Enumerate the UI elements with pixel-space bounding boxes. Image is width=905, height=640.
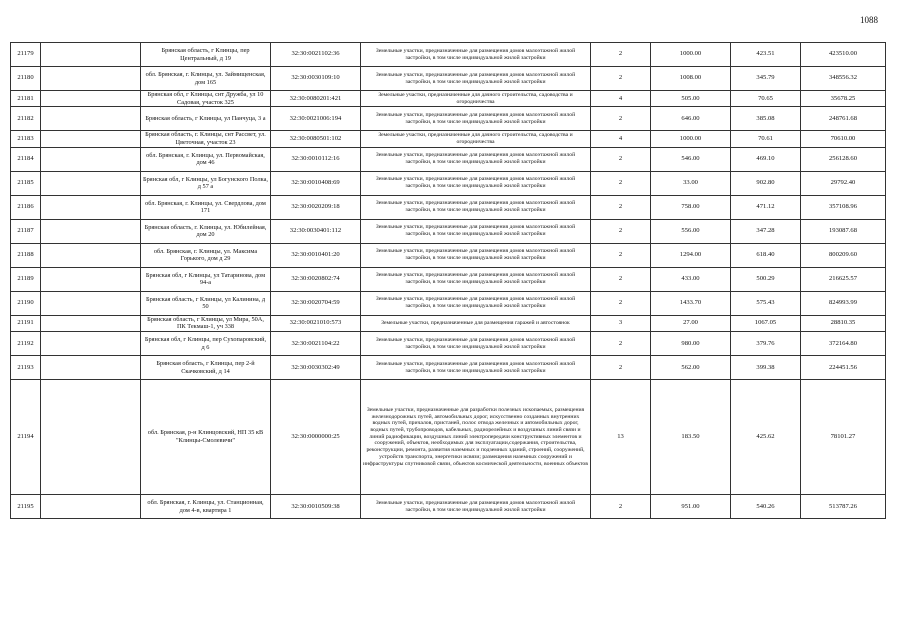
empty-cell xyxy=(41,291,141,315)
land-use-cell: Земельные участки, предназначенные для размещения домов малоэтажной жилой застройки, в том числе индивидуальной жилой застройки xyxy=(361,243,591,267)
address-cell: обл. Брянская, г. Клинцы, ул. Максима Горького, дом д 29 xyxy=(141,243,271,267)
cadastral-value-cell: 372164.80 xyxy=(801,332,886,356)
land-use-cell: Земельные участки, предназначенные для размещения домов малоэтажной жилой застройки, в том числе индивидуальной жилой застройки xyxy=(361,356,591,380)
empty-cell xyxy=(41,67,141,91)
cadastral-number-cell: 32:30:0030109:10 xyxy=(271,67,361,91)
area-cell: 33.00 xyxy=(651,171,731,195)
empty-cell xyxy=(41,43,141,67)
empty-cell xyxy=(41,195,141,219)
area-cell: 562.00 xyxy=(651,356,731,380)
cadastral-number-cell: 32:30:0021010:573 xyxy=(271,315,361,331)
specific-value-cell: 618.40 xyxy=(731,243,801,267)
specific-value-cell: 902.80 xyxy=(731,171,801,195)
land-use-cell: Земельные участки, предназначенные для размещения домов малоэтажной жилой застройки, в том числе индивидуальной жилой застройки xyxy=(361,219,591,243)
area-cell: 758.00 xyxy=(651,195,731,219)
area-cell: 556.00 xyxy=(651,219,731,243)
table-row xyxy=(11,147,886,171)
address-cell: обл. Брянская, г. Клинцы, ул. Свердлова, дом 171 xyxy=(141,195,271,219)
empty-cell xyxy=(41,131,141,147)
specific-value-cell: 70.65 xyxy=(731,91,801,107)
cadastral-number-cell: 32:30:0021104:22 xyxy=(271,332,361,356)
cadastral-number-cell: 32:30:0021006:194 xyxy=(271,107,361,131)
row-number-cell: 21192 xyxy=(11,332,41,356)
row-number-cell: 21191 xyxy=(11,315,41,331)
group-cell: 4 xyxy=(591,131,651,147)
cadastral-value-cell: 29792.40 xyxy=(801,171,886,195)
group-cell: 2 xyxy=(591,171,651,195)
table-row xyxy=(11,195,886,219)
empty-cell xyxy=(41,356,141,380)
empty-cell xyxy=(41,332,141,356)
cadastral-value-cell: 35678.25 xyxy=(801,91,886,107)
area-cell: 546.00 xyxy=(651,147,731,171)
empty-cell xyxy=(41,243,141,267)
specific-value-cell: 540.26 xyxy=(731,495,801,519)
table-row xyxy=(11,43,886,67)
area-cell: 27.00 xyxy=(651,315,731,331)
row-number-cell: 21182 xyxy=(11,107,41,131)
area-cell: 951.00 xyxy=(651,495,731,519)
group-cell: 2 xyxy=(591,243,651,267)
cadastral-number-cell: 32:30:0010401:20 xyxy=(271,243,361,267)
land-use-cell: Земельные участки, предназначенные для дачного строительства, садоводства и огородничества xyxy=(361,91,591,107)
cadastral-number-cell: 32:30:0010408:69 xyxy=(271,171,361,195)
empty-cell xyxy=(41,380,141,495)
address-cell: Брянская область, г. Клинцы, снт Рассвет, ул. Цветочная, участок 23 xyxy=(141,131,271,147)
address-cell: обл. Брянская, г. Клинцы, ул. Займищенская, дом 165 xyxy=(141,67,271,91)
specific-value-cell: 70.61 xyxy=(731,131,801,147)
cadastral-value-cell: 224451.56 xyxy=(801,356,886,380)
cadastral-value-cell: 193087.68 xyxy=(801,219,886,243)
land-use-cell: Земельные участки, предназначенные для размещения домов малоэтажной жилой застройки, в том числе индивидуальной жилой застройки xyxy=(361,67,591,91)
empty-cell xyxy=(41,315,141,331)
group-cell: 2 xyxy=(591,43,651,67)
address-cell: Брянская обл, г Клинцы, пер Сухопаровский, д 6 xyxy=(141,332,271,356)
address-cell: Брянская область, г Клинцы, пер 2-й Скачковский, д 14 xyxy=(141,356,271,380)
address-cell: Брянская обл, г Клинцы, ул Богунского Полка, д 57 а xyxy=(141,171,271,195)
row-number-cell: 21188 xyxy=(11,243,41,267)
cadastral-number-cell: 32:30:0010509:38 xyxy=(271,495,361,519)
area-cell: 1008.00 xyxy=(651,67,731,91)
cadastral-value-cell: 216625.57 xyxy=(801,267,886,291)
specific-value-cell: 345.79 xyxy=(731,67,801,91)
specific-value-cell: 399.38 xyxy=(731,356,801,380)
address-cell: обл. Брянская, г. Клинцы, ул. Станционная, дом 4-в, квартира 1 xyxy=(141,495,271,519)
table-row xyxy=(11,67,886,91)
cadastral-value-cell: 423510.00 xyxy=(801,43,886,67)
row-number-cell: 21194 xyxy=(11,380,41,495)
land-use-cell: Земельные участки, предназначенные для размещения домов малоэтажной жилой застройки, в том числе индивидуальной жилой застройки xyxy=(361,332,591,356)
area-cell: 183.50 xyxy=(651,380,731,495)
group-cell: 2 xyxy=(591,147,651,171)
land-use-cell: Земельные участки, предназначенные для размещения гаражей и автостоянок xyxy=(361,315,591,331)
cadastral-number-cell: 32:30:0000000:25 xyxy=(271,380,361,495)
specific-value-cell: 425.62 xyxy=(731,380,801,495)
group-cell: 2 xyxy=(591,195,651,219)
specific-value-cell: 423.51 xyxy=(731,43,801,67)
row-number-cell: 21184 xyxy=(11,147,41,171)
group-cell: 2 xyxy=(591,67,651,91)
group-cell: 2 xyxy=(591,267,651,291)
address-cell: Брянская обл, г Клинцы, ул Татаринова, дом 94-а xyxy=(141,267,271,291)
land-use-cell: Земельные участки, предназначенные для размещения домов малоэтажной жилой застройки, в том числе индивидуальной жилой застройки xyxy=(361,267,591,291)
empty-cell xyxy=(41,495,141,519)
cadastral-value-cell: 824993.99 xyxy=(801,291,886,315)
empty-cell xyxy=(41,171,141,195)
row-number-cell: 21195 xyxy=(11,495,41,519)
cadastral-value-cell: 513787.26 xyxy=(801,495,886,519)
land-use-cell: Земельные участки, предназначенные для размещения домов малоэтажной жилой застройки, в том числе индивидуальной жилой застройки xyxy=(361,291,591,315)
row-number-cell: 21185 xyxy=(11,171,41,195)
area-cell: 1294.00 xyxy=(651,243,731,267)
table-row xyxy=(11,107,886,131)
empty-cell xyxy=(41,267,141,291)
specific-value-cell: 347.28 xyxy=(731,219,801,243)
table-row xyxy=(11,380,886,495)
table-row xyxy=(11,332,886,356)
cadastral-number-cell: 32:30:0030302:49 xyxy=(271,356,361,380)
table-row xyxy=(11,243,886,267)
cadastral-number-cell: 32:30:0020802:74 xyxy=(271,267,361,291)
land-use-cell: Земельные участки, предназначенные для размещения домов малоэтажной жилой застройки, в том числе индивидуальной жилой застройки xyxy=(361,171,591,195)
group-cell: 4 xyxy=(591,91,651,107)
row-number-cell: 21186 xyxy=(11,195,41,219)
specific-value-cell: 575.43 xyxy=(731,291,801,315)
table-row xyxy=(11,356,886,380)
row-number-cell: 21190 xyxy=(11,291,41,315)
cadastral-value-table xyxy=(10,42,886,519)
address-cell: Брянская область, г Клинцы, ул Калинина, д 50 xyxy=(141,291,271,315)
group-cell: 2 xyxy=(591,219,651,243)
specific-value-cell: 500.29 xyxy=(731,267,801,291)
specific-value-cell: 471.12 xyxy=(731,195,801,219)
address-cell: Брянская область, г Клинцы, ул Панчуца, 3 а xyxy=(141,107,271,131)
cadastral-value-cell: 28810.35 xyxy=(801,315,886,331)
cadastral-number-cell: 32:30:0021102:36 xyxy=(271,43,361,67)
table-row xyxy=(11,131,886,147)
land-use-cell: Земельные участки, предназначенные для размещения домов малоэтажной жилой застройки, в том числе индивидуальной жилой застройки xyxy=(361,495,591,519)
address-cell: Брянская область, г Клинцы, пер Центральный, д 19 xyxy=(141,43,271,67)
row-number-cell: 21189 xyxy=(11,267,41,291)
group-cell: 13 xyxy=(591,380,651,495)
empty-cell xyxy=(41,219,141,243)
cadastral-number-cell: 32:30:0080501:102 xyxy=(271,131,361,147)
empty-cell xyxy=(41,107,141,131)
cadastral-value-cell: 248761.68 xyxy=(801,107,886,131)
cadastral-number-cell: 32:30:0010112:16 xyxy=(271,147,361,171)
cadastral-number-cell: 32:30:0030401:112 xyxy=(271,219,361,243)
address-cell: Брянская область, г. Клинцы, ул. Юбилейная, дом 20 xyxy=(141,219,271,243)
group-cell: 3 xyxy=(591,315,651,331)
address-cell: Брянская обл, г Клинцы, снт Дружба, ул 10 Садовая, участок 325 xyxy=(141,91,271,107)
group-cell: 2 xyxy=(591,291,651,315)
group-cell: 2 xyxy=(591,332,651,356)
empty-cell xyxy=(41,91,141,107)
cadastral-number-cell: 32:30:0080201:421 xyxy=(271,91,361,107)
address-cell: Брянская область, г Клинцы, ул Мира, 50А, ПК Текмаш-1, уч 338 xyxy=(141,315,271,331)
area-cell: 646.00 xyxy=(651,107,731,131)
area-cell: 433.00 xyxy=(651,267,731,291)
cadastral-value-cell: 70610.00 xyxy=(801,131,886,147)
table-row xyxy=(11,267,886,291)
row-number-cell: 21179 xyxy=(11,43,41,67)
land-use-cell: Земельные участки, предназначенные для размещения домов малоэтажной жилой застройки, в том числе индивидуальной жилой застройки xyxy=(361,195,591,219)
cadastral-value-cell: 800209.60 xyxy=(801,243,886,267)
land-use-cell: Земельные участки, предназначенные для размещения домов малоэтажной жилой застройки, в том числе индивидуальной жилой застройки xyxy=(361,147,591,171)
address-cell: обл. Брянская, р-н Клинцовский, НП 35 кВ "Клинцы-Смолевичи" xyxy=(141,380,271,495)
area-cell: 980.00 xyxy=(651,332,731,356)
address-cell: обл. Брянская, г. Клинцы, ул. Первомайская, дом 46 xyxy=(141,147,271,171)
table-row xyxy=(11,291,886,315)
land-use-cell: Земельные участки, предназначенные для разработки полезных ископаемых, размещения железнодорожных путей, автомобильных дорог, искусственно созданных внутренних водных путей, причалов, пристаней, полос отвода железных и автомобильных дорог, водных путей, трубопроводов, кабельных, радиорелейных и воздушных линий связи и линий радиофикации, воздушных линий электропередачи конструктивных элементов и сооружений, объектов, необходимых для эксплуатации,содержания, строительства, реконструкции, ремонта, развития наземных и подземных зданий, строений, сооружений, устройств транспорта, энергетики исвязи; размещения наземных сооружений и инфраструктуры спутниковой связи, объектов космической деятельности, военных объектов xyxy=(361,380,591,495)
row-number-cell: 21193 xyxy=(11,356,41,380)
table-row xyxy=(11,171,886,195)
empty-cell xyxy=(41,147,141,171)
row-number-cell: 21187 xyxy=(11,219,41,243)
group-cell: 2 xyxy=(591,356,651,380)
specific-value-cell: 385.08 xyxy=(731,107,801,131)
cadastral-number-cell: 32:30:0020704:59 xyxy=(271,291,361,315)
table-row xyxy=(11,91,886,107)
row-number-cell: 21181 xyxy=(11,91,41,107)
cadastral-value-cell: 357108.96 xyxy=(801,195,886,219)
specific-value-cell: 469.10 xyxy=(731,147,801,171)
land-use-cell: Земельные участки, предназначенные для размещения домов малоэтажной жилой застройки, в том числе индивидуальной жилой застройки xyxy=(361,107,591,131)
row-number-cell: 21180 xyxy=(11,67,41,91)
area-cell: 505.00 xyxy=(651,91,731,107)
specific-value-cell: 379.76 xyxy=(731,332,801,356)
cadastral-value-cell: 78101.27 xyxy=(801,380,886,495)
land-use-cell: Земельные участки, предназначенные для дачного строительства, садоводства и огородничества xyxy=(361,131,591,147)
group-cell: 2 xyxy=(591,107,651,131)
cadastral-number-cell: 32:30:0020209:18 xyxy=(271,195,361,219)
page-number: 1088 xyxy=(860,15,878,25)
cadastral-value-cell: 348556.32 xyxy=(801,67,886,91)
cadastral-value-cell: 256128.60 xyxy=(801,147,886,171)
area-cell: 1000.00 xyxy=(651,43,731,67)
specific-value-cell: 1067.05 xyxy=(731,315,801,331)
area-cell: 1000.00 xyxy=(651,131,731,147)
area-cell: 1433.70 xyxy=(651,291,731,315)
row-number-cell: 21183 xyxy=(11,131,41,147)
table-row xyxy=(11,315,886,331)
land-use-cell: Земельные участки, предназначенные для размещения домов малоэтажной жилой застройки, в том числе индивидуальной жилой застройки xyxy=(361,43,591,67)
group-cell: 2 xyxy=(591,495,651,519)
table-row xyxy=(11,495,886,519)
table-row xyxy=(11,219,886,243)
